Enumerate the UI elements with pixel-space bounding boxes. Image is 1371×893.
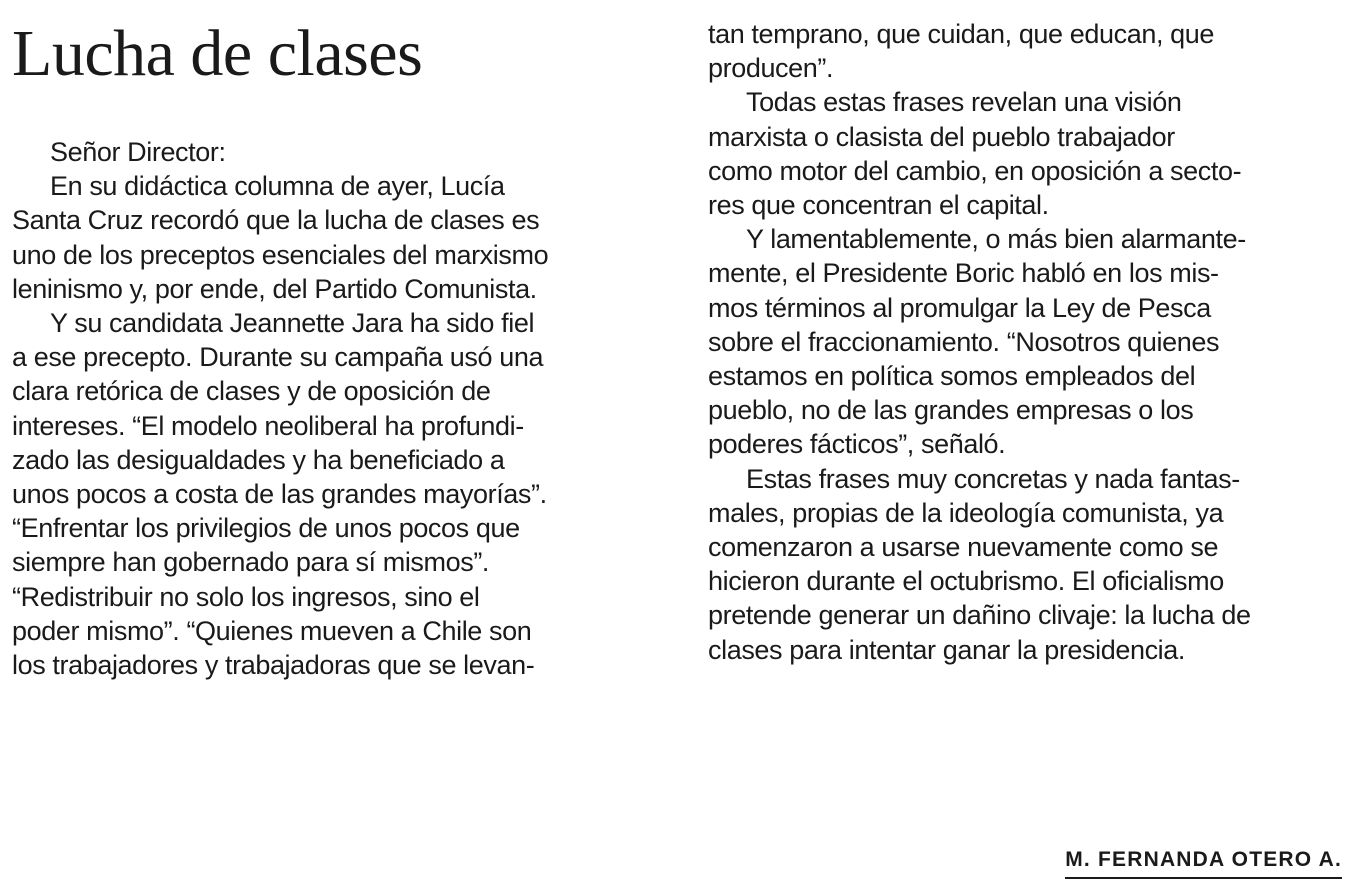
text-line: leninismo y, por ende, del Partido Comunista. xyxy=(12,273,537,304)
text-line: clara retórica de clases y de oposición de xyxy=(12,376,491,407)
text-line: Estas frases muy concretas y nada fantas- xyxy=(746,463,1240,494)
text-line: pueblo, no de las grandes empresas o los xyxy=(708,395,1194,426)
text-line: unos pocos a costa de las grandes mayorías”. xyxy=(12,479,547,510)
right-column xyxy=(708,17,1358,667)
text-line: como motor del cambio, en oposición a secto- xyxy=(708,155,1242,186)
text-line: tan temprano, que cuidan, que educan, que xyxy=(708,19,1215,49)
text-line: intereses. “El modelo neoliberal ha profundi- xyxy=(12,410,524,441)
text-line: producen”. xyxy=(708,53,834,84)
text-line: marxista o clasista del pueblo trabajador xyxy=(708,121,1175,152)
text-line: poderes fácticos”, señaló. xyxy=(708,429,1006,460)
text-line: res que concentran el capital. xyxy=(708,190,1049,221)
text-line: Todas estas frases revelan una visión xyxy=(746,87,1182,118)
text-line: uno de los preceptos esenciales del marxismo xyxy=(12,239,549,270)
article-title: Lucha de clases xyxy=(12,17,423,90)
text-line: pretende generar un dañino clivaje: la lucha de xyxy=(708,600,1251,631)
text-line: Santa Cruz recordó que la lucha de clases es xyxy=(12,205,540,236)
left-column-text xyxy=(12,135,652,682)
left-column xyxy=(12,135,652,682)
text-line: estamos en política somos empleados del xyxy=(708,361,1196,392)
text-line: poder mismo”. “Quienes mueven a Chile son xyxy=(12,615,532,646)
text-line: clases para intentar ganar la presidencia. xyxy=(708,634,1185,665)
text-line: Y su candidata Jeannette Jara ha sido fiel xyxy=(50,308,535,339)
text-line: comenzaron a usarse nuevamente como se xyxy=(708,532,1219,563)
text-line: “Redistribuir no solo los ingresos, sino el xyxy=(12,581,480,612)
text-line: En su didáctica columna de ayer, Lucía xyxy=(50,171,505,202)
text-line: siempre han gobernado para sí mismos”. xyxy=(12,547,490,578)
text-line: zado las desigualdades y ha beneficiado a xyxy=(12,444,505,475)
text-line: hicieron durante el octubrismo. El oficialismo xyxy=(708,566,1224,597)
author-signature: M. FERNANDA OTERO A. xyxy=(1065,845,1342,879)
right-column-text xyxy=(708,17,1358,667)
text-line: Y lamentablemente, o más bien alarmante- xyxy=(746,224,1246,255)
text-line: Señor Director: xyxy=(50,137,226,167)
text-line: sobre el fraccionamiento. “Nosotros quienes xyxy=(708,326,1220,357)
text-line: males, propias de la ideología comunista, ya xyxy=(708,497,1224,528)
text-line: “Enfrentar los privilegios de unos pocos que xyxy=(12,513,520,544)
text-line: los trabajadores y trabajadoras que se levan- xyxy=(12,650,535,681)
text-line: a ese precepto. Durante su campaña usó una xyxy=(12,342,544,373)
text-line: mos términos al promulgar la Ley de Pesca xyxy=(708,292,1211,323)
text-line: mente, el Presidente Boric habló en los mis- xyxy=(708,258,1219,289)
